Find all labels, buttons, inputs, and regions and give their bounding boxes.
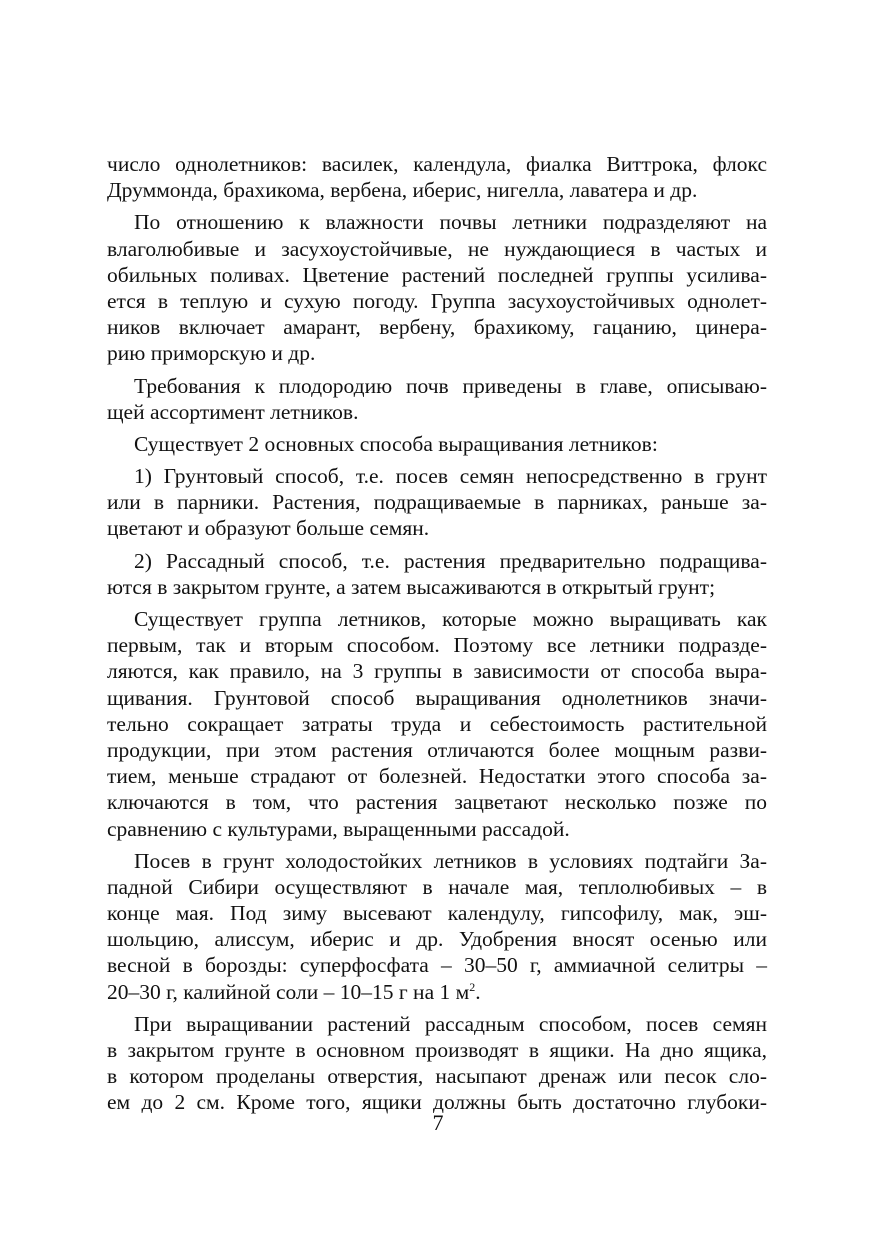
text-line: в закрытом грунте в основном производят в ящики. На дно ящика, [107, 1038, 767, 1062]
paragraph [107, 431, 767, 457]
text-line: число однолетников: василек, календула, фиалка Виттрока, флокс [107, 152, 767, 176]
text-line: Друммонда, брахикома, вербена, иберис, нигелла, лаватера и др. [107, 178, 698, 203]
paragraph [107, 606, 767, 842]
text-line: щивания. Грунтовой способ выращивания однолетников значи- [107, 685, 767, 710]
text-line: продукции, при этом растения отличаются более мощным разви- [107, 737, 767, 762]
text-line: конце мая. Под зиму высевают календулу, гипсофилу, мак, эш- [107, 901, 767, 926]
text-line: Требования к плодородию почв приведены в главе, описываю- [134, 373, 767, 398]
text-fragment: 20–30 г, калийной соли – 10–15 г на 1 м [107, 979, 470, 1004]
text-line: влаголюбивые и засухоустойчивые, не нуждающиеся в частых и [107, 236, 767, 261]
paragraph [107, 151, 767, 203]
text-line: Посев в грунт холодостойких летников в условиях подтайги За- [134, 848, 767, 873]
text-line: обильных поливах. Цветение растений последней группы усилива- [107, 262, 767, 287]
text-line: падной Сибири осуществляют в начале мая, теплолюбивых – в [107, 874, 767, 899]
text-line: Существует группа летников, которые можно выращивать как [134, 607, 767, 631]
text-line [107, 979, 767, 1005]
text-line: или в парники. Растения, подращиваемые в парниках, раньше за- [107, 490, 767, 515]
text-line: тием, меньше страдают от болезней. Недостатки этого способа за- [107, 764, 767, 789]
text-line: в котором проделаны отверстия, насыпают дренаж или песок сло- [107, 1064, 767, 1089]
text-line: тельно сокращает затраты труда и себестоимость растительной [107, 711, 767, 736]
text-line: весной в борозды: суперфосфата – 30–50 г, аммиачной селитры – [107, 953, 767, 978]
text-line: рию приморскую и др. [107, 341, 316, 366]
text-line: шольцию, алиссум, иберис и др. Удобрения вносят осенью или [107, 927, 767, 952]
text-line: ем до 2 см. Кроме того, ящики должны быть достаточно глубоки- [107, 1090, 767, 1115]
paragraph [107, 209, 767, 366]
text-line: 1) Грунтовый способ, т.е. посев семян непосредственно в грунт [134, 464, 767, 489]
text-line: Существует 2 основных способа выращивания летников: [134, 431, 658, 456]
paragraph [107, 848, 767, 1005]
text-line: По отношению к влажности почвы летники подразделяют на [134, 210, 767, 235]
list-item [107, 463, 767, 542]
text-line: сравнению с культурами, выращенными рассадой. [107, 816, 570, 841]
text-line: 2) Рассадный способ, т.е. растения предварительно подращива- [134, 548, 767, 573]
text-line: ляются, как правило, на 3 группы в зависимости от способа выра- [107, 659, 767, 684]
text-line: цветают и образуют больше семян. [107, 516, 430, 541]
superscript: 2 [469, 979, 476, 994]
text-line: первым, так и вторым способом. Поэтому все летники подразде- [107, 633, 767, 658]
list-item [107, 548, 767, 600]
text-line: ется в теплую и сухую погоду. Группа засухоустойчивых однолет- [107, 288, 767, 313]
text-line: ников включает амарант, вербену, брахикому, гацанию, цинера- [107, 315, 767, 340]
text-line: ются в закрытом грунте, а затем высаживаются в открытый грунт; [107, 574, 716, 599]
text-fragment: . [475, 979, 481, 1004]
page-number: 7 [432, 1110, 444, 1135]
page-body [107, 151, 767, 1122]
paragraph [107, 373, 767, 425]
text-line: ключаются в том, что растения зацветают несколько позже по [107, 790, 767, 815]
text-line: щей ассортимент летников. [107, 399, 359, 424]
paragraph [107, 1011, 767, 1116]
text-line: При выращивании растений рассадным способом, посев семян [134, 1011, 767, 1036]
